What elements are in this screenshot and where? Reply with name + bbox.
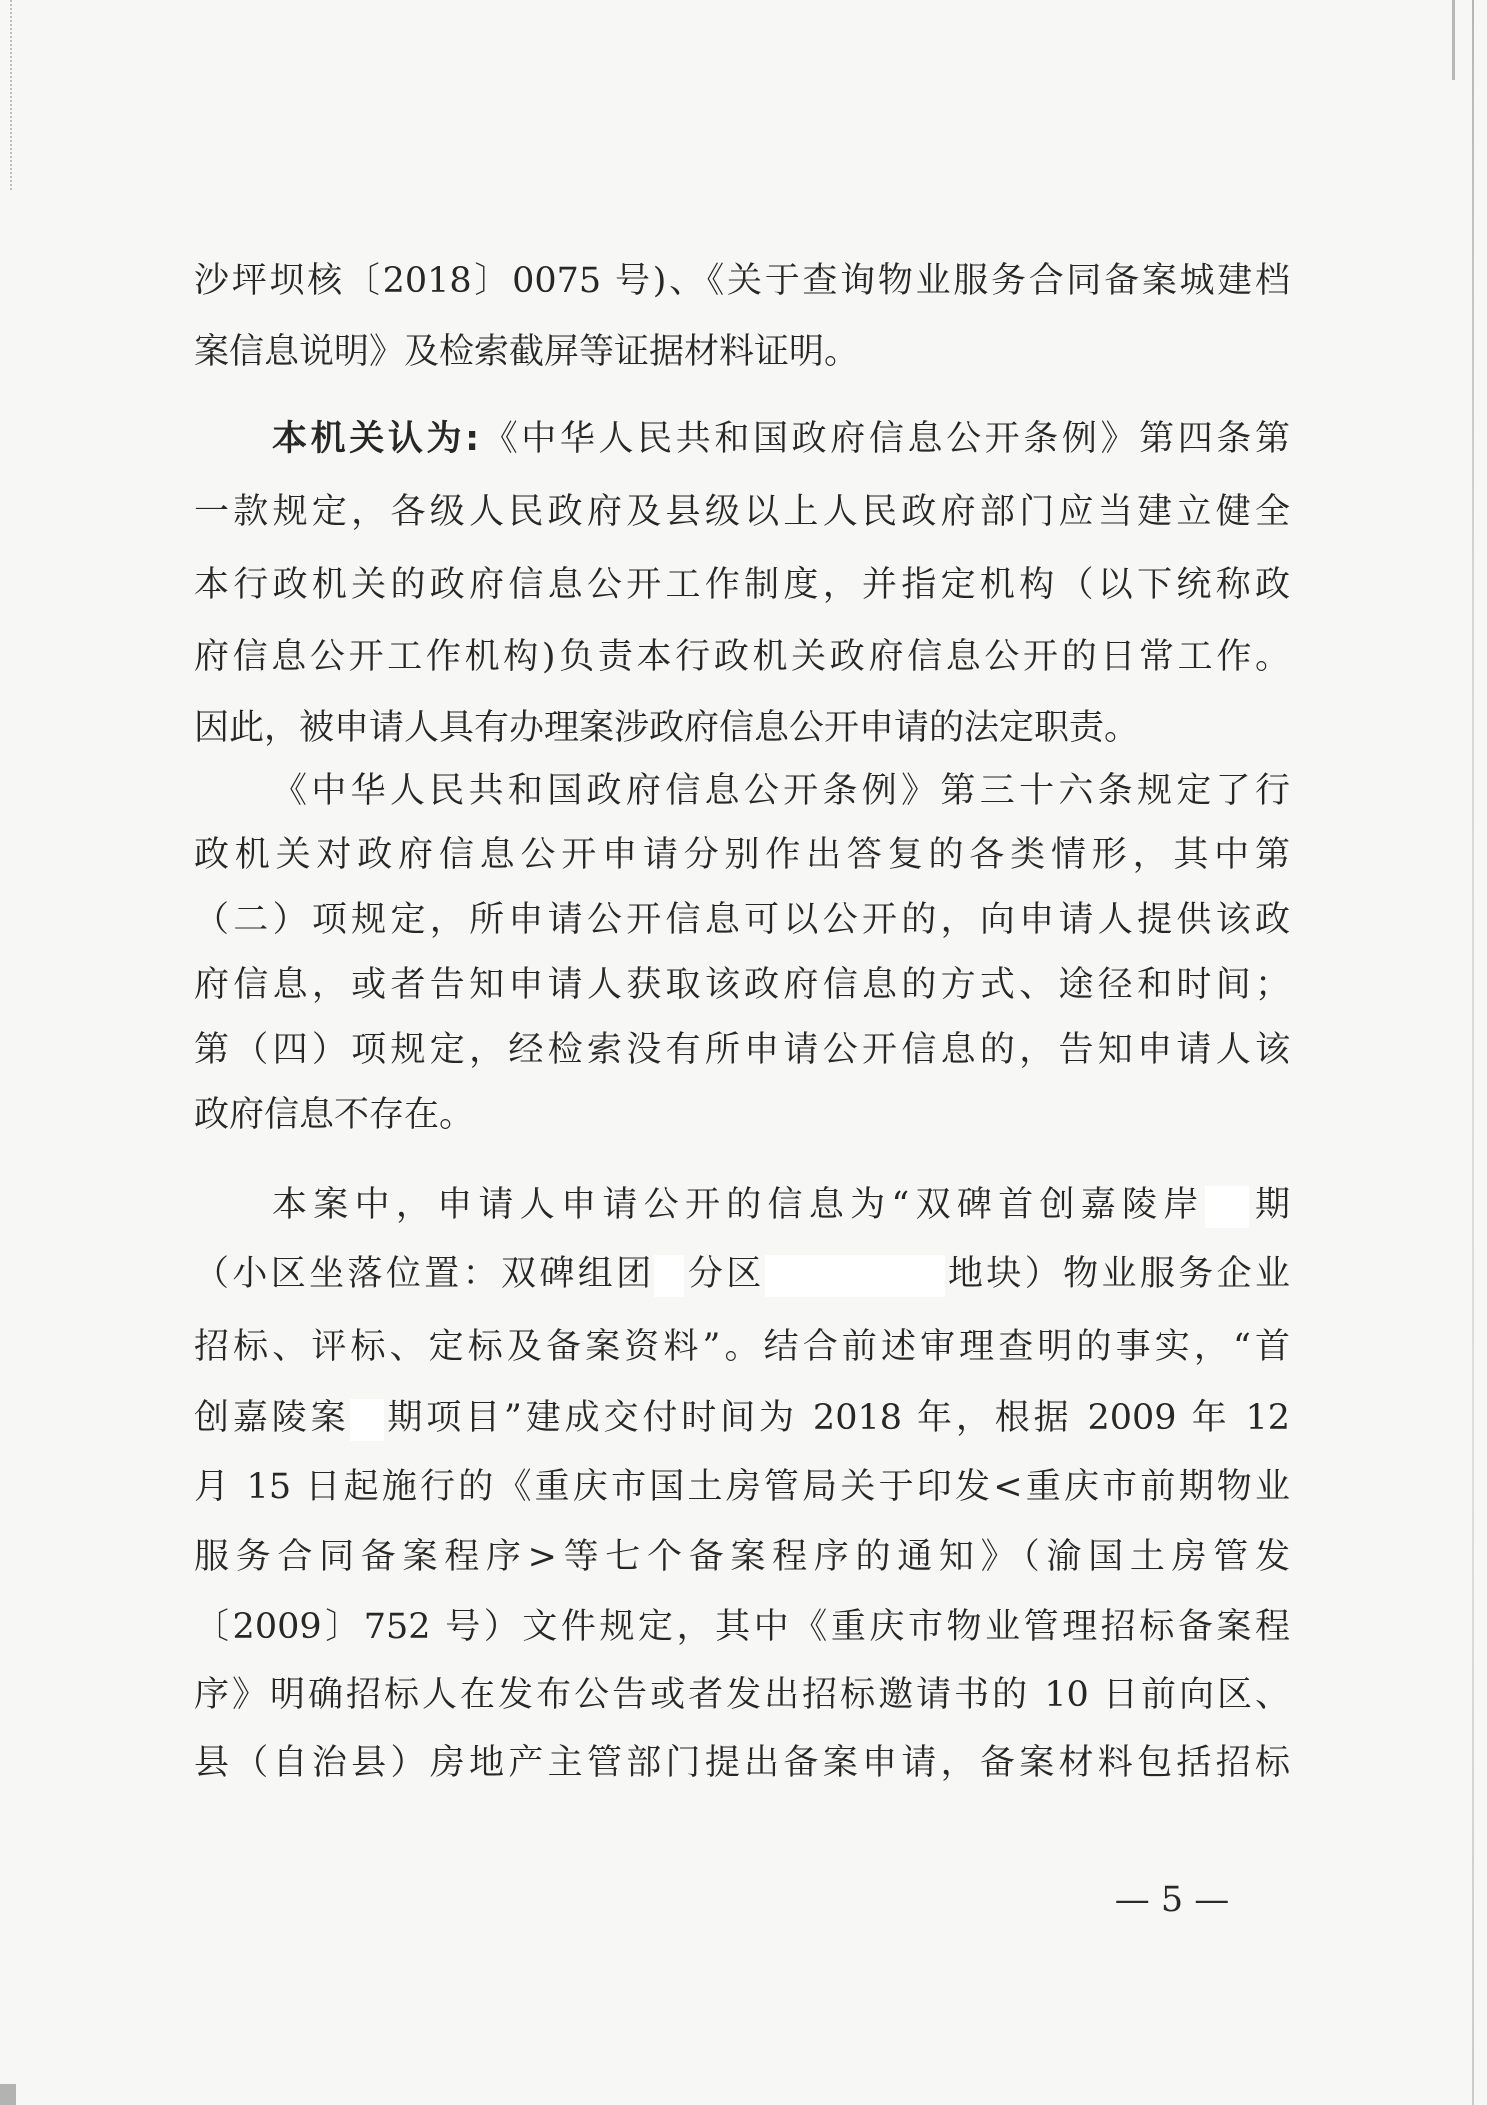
scan-edge-right bbox=[1472, 0, 1474, 2105]
text-line bbox=[194, 1246, 1290, 1302]
lead-phrase: 本机关认为: bbox=[272, 419, 480, 459]
text-segment: （小区坐落位置：双碑组团 bbox=[194, 1254, 655, 1294]
text-line: 月 15 日起施行的《重庆市国土房管局关于印发<重庆市前期物业 bbox=[194, 1467, 1290, 1507]
text-line: 府信息公开工作机构)负责本行政机关政府信息公开的日常工作。 bbox=[194, 637, 1290, 677]
text-segment: 本案中，申请人申请公开的信息为“双碑首创嘉陵岸 bbox=[272, 1185, 1205, 1225]
scan-edge-left-dots bbox=[10, 0, 12, 190]
text-line: 案信息说明》及检索截屏等证据材料证明。 bbox=[194, 332, 860, 372]
text-line: 因此，被申请人具有办理案涉政府信息公开申请的法定职责。 bbox=[194, 708, 1140, 748]
text-line bbox=[272, 411, 1290, 467]
text-segment: 期项目”建成交付时间为 2018 年，根据 2009 年 12 bbox=[383, 1398, 1290, 1438]
redaction-box bbox=[765, 1255, 945, 1297]
redaction-box bbox=[1205, 1186, 1249, 1228]
text-line: 县（自治县）房地产主管部门提出备案申请，备案材料包括招标 bbox=[194, 1743, 1290, 1783]
text-line: （二）项规定，所申请公开信息可以公开的，向申请人提供该政 bbox=[194, 900, 1290, 940]
text-line bbox=[194, 1390, 1290, 1446]
text-line: 序》明确招标人在发布公告或者发出招标邀请书的 10 日前向区、 bbox=[194, 1675, 1290, 1715]
text-segment: 分区 bbox=[684, 1254, 765, 1294]
scan-edge-topright bbox=[1452, 0, 1455, 80]
page-number: — 5 — bbox=[1114, 1880, 1230, 1920]
redaction-box bbox=[654, 1255, 684, 1297]
text-line bbox=[272, 1177, 1290, 1233]
text-line: 服务合同备案程序>等七个备案程序的通知》（渝国土房管发 bbox=[194, 1537, 1290, 1577]
text-line: 府信息，或者告知申请人获取该政府信息的方式、途径和时间； bbox=[194, 965, 1290, 1005]
text-line: 招标、评标、定标及备案资料”。结合前述审理查明的事实，“首 bbox=[194, 1327, 1290, 1367]
text-line: 政府信息不存在。 bbox=[194, 1095, 475, 1135]
text-line: 《中华人民共和国政府信息公开条例》第三十六条规定了行 bbox=[272, 771, 1290, 811]
text-line: 政机关对政府信息公开申请分别作出答复的各类情形，其中第 bbox=[194, 835, 1290, 875]
text-segment: 期 bbox=[1248, 1185, 1290, 1225]
text-line: 一款规定，各级人民政府及县级以上人民政府部门应当建立健全 bbox=[194, 492, 1290, 532]
text-segment: 创嘉陵案 bbox=[194, 1398, 350, 1438]
text-line: 沙坪坝核〔2018〕0075 号)、《关于查询物业服务合同备案城建档 bbox=[194, 261, 1290, 301]
scan-corner-shadow bbox=[0, 2084, 16, 2105]
text-line: 〔2009〕752 号）文件规定，其中《重庆市物业管理招标备案程 bbox=[194, 1607, 1290, 1647]
redaction-box bbox=[350, 1399, 384, 1441]
text-line: 本行政机关的政府信息公开工作制度，并指定机构（以下统称政 bbox=[194, 565, 1290, 605]
text-segment: 《中华人民共和国政府信息公开条例》第四条第 bbox=[479, 419, 1290, 459]
text-line: 第（四）项规定，经检索没有所申请公开信息的，告知申请人该 bbox=[194, 1030, 1290, 1070]
text-segment: 地块）物业服务企业 bbox=[944, 1254, 1290, 1294]
